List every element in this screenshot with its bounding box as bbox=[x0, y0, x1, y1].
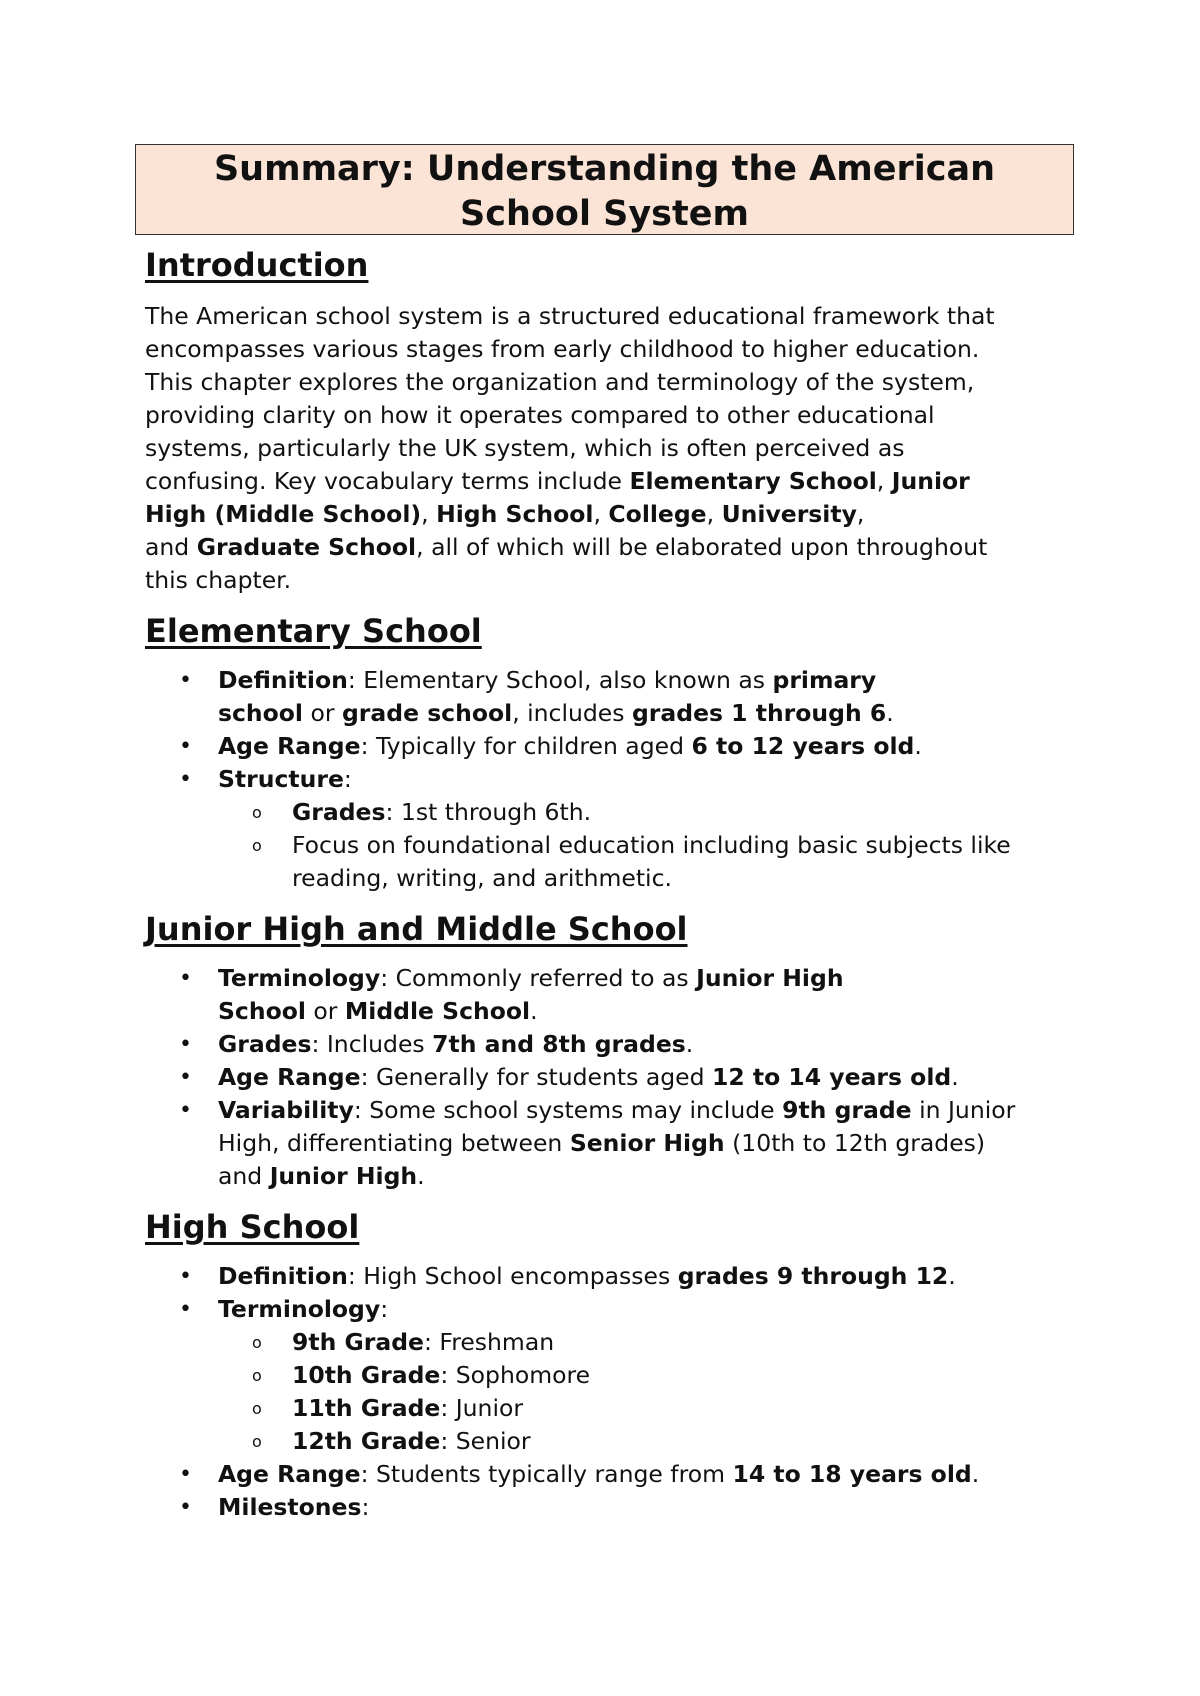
text-run: : 1st through 6th. bbox=[385, 798, 592, 826]
bold-text: Elementary School bbox=[629, 467, 877, 495]
bold-text: 9th grade bbox=[782, 1096, 912, 1124]
bullet-icon: • bbox=[179, 1264, 192, 1289]
text-line bbox=[292, 862, 1105, 895]
bold-text: Terminology bbox=[218, 964, 381, 992]
bold-text: Senior High bbox=[569, 1129, 725, 1157]
bold-text: grades 9 through 12 bbox=[677, 1262, 949, 1290]
sub-bullet-item bbox=[145, 829, 1105, 895]
bold-text: College bbox=[608, 500, 707, 528]
circle-bullet-icon: o bbox=[252, 1399, 262, 1418]
text-line bbox=[292, 1392, 1105, 1425]
text-run: . bbox=[417, 1162, 425, 1190]
bullet-item bbox=[145, 1028, 1105, 1061]
section-heading: Junior High and Middle School bbox=[145, 910, 688, 948]
bullet-item bbox=[145, 962, 1105, 1028]
text-run: : Students typically range from bbox=[360, 1460, 733, 1488]
text-run: . bbox=[951, 1063, 959, 1091]
document-body bbox=[145, 240, 1105, 1524]
text-line bbox=[145, 432, 1105, 465]
text-line bbox=[218, 1094, 1105, 1127]
section-heading: Introduction bbox=[145, 246, 369, 284]
text-run: , bbox=[856, 500, 865, 528]
text-run: systems, particularly the UK system, which is often perceived as bbox=[145, 434, 905, 462]
bullet-icon: • bbox=[179, 1065, 192, 1090]
text-line bbox=[145, 399, 1105, 432]
text-run: : bbox=[343, 765, 352, 793]
text-run: , bbox=[706, 500, 722, 528]
text-run: : Freshman bbox=[424, 1328, 555, 1356]
paragraph bbox=[145, 300, 1105, 597]
text-run: providing clarity on how it operates compared to other educational bbox=[145, 401, 935, 429]
sub-bullet-item bbox=[145, 1326, 1105, 1359]
text-line bbox=[145, 465, 1105, 498]
text-run: : Sophomore bbox=[440, 1361, 591, 1389]
bold-text: Middle School bbox=[344, 997, 531, 1025]
bullet-item bbox=[145, 664, 1105, 730]
bold-text: 12th Grade bbox=[292, 1427, 441, 1455]
bold-text: 9th Grade bbox=[292, 1328, 424, 1356]
circle-bullet-icon: o bbox=[252, 1333, 262, 1352]
text-line bbox=[218, 995, 1105, 1028]
bold-text: 7th and 8th grades bbox=[432, 1030, 686, 1058]
text-line bbox=[145, 531, 1105, 564]
sub-bullet-item bbox=[145, 1425, 1105, 1458]
bold-text: 12 to 14 years old bbox=[711, 1063, 952, 1091]
bold-text: grade school bbox=[341, 699, 513, 727]
text-line bbox=[145, 300, 1105, 333]
text-line bbox=[218, 1458, 1105, 1491]
text-run: or bbox=[303, 699, 342, 727]
text-line bbox=[218, 1061, 1105, 1094]
text-run: this chapter. bbox=[145, 566, 292, 594]
circle-bullet-icon: o bbox=[252, 803, 262, 822]
bold-text: Age Range bbox=[218, 732, 361, 760]
bullet-icon: • bbox=[179, 1098, 192, 1123]
text-line bbox=[218, 664, 1105, 697]
text-run: , bbox=[876, 467, 892, 495]
text-line bbox=[292, 829, 1105, 862]
bold-text: Definition bbox=[218, 666, 348, 694]
bold-text: primary bbox=[772, 666, 877, 694]
circle-bullet-icon: o bbox=[252, 1432, 262, 1451]
bullet-icon: • bbox=[179, 1297, 192, 1322]
text-run: This chapter explores the organization and terminology of the system, bbox=[145, 368, 975, 396]
text-run: , includes bbox=[512, 699, 632, 727]
text-run: and bbox=[218, 1162, 270, 1190]
bold-text: 6 to 12 years old bbox=[691, 732, 915, 760]
bold-text: High School bbox=[436, 500, 594, 528]
text-line bbox=[145, 564, 1105, 597]
bullet-icon: • bbox=[179, 767, 192, 792]
text-run: or bbox=[305, 997, 345, 1025]
text-line bbox=[218, 730, 1105, 763]
bold-text: school bbox=[218, 699, 303, 727]
bold-text: grades 1 through 6 bbox=[631, 699, 887, 727]
bold-text: Variability bbox=[218, 1096, 354, 1124]
text-run: encompasses various stages from early childhood to higher education. bbox=[145, 335, 980, 363]
bold-text: High (Middle School) bbox=[145, 500, 422, 528]
text-run: , bbox=[593, 500, 609, 528]
text-run: : Generally for students aged bbox=[360, 1063, 712, 1091]
bullet-icon: • bbox=[179, 734, 192, 759]
bold-text: Age Range bbox=[218, 1063, 361, 1091]
text-run: The American school system is a structured educational framework that bbox=[145, 302, 995, 330]
bold-text: 11th Grade bbox=[292, 1394, 441, 1422]
text-run: : Junior bbox=[440, 1394, 524, 1422]
text-line bbox=[218, 1028, 1105, 1061]
title-box bbox=[135, 144, 1074, 235]
section-high-school bbox=[145, 1202, 1105, 1524]
bullet-icon: • bbox=[179, 668, 192, 693]
text-line bbox=[292, 1326, 1105, 1359]
section-heading: High School bbox=[145, 1208, 360, 1246]
section-heading: Elementary School bbox=[145, 612, 482, 650]
bullet-item bbox=[145, 1260, 1105, 1293]
text-run: . bbox=[886, 699, 894, 727]
text-run: : bbox=[361, 1493, 370, 1521]
bold-text: Junior High bbox=[696, 964, 844, 992]
text-run: , all of which will be elaborated upon throughout bbox=[416, 533, 988, 561]
text-run: (10th to 12th grades) bbox=[724, 1129, 986, 1157]
text-line bbox=[218, 1491, 1105, 1524]
bullet-icon: • bbox=[179, 1495, 192, 1520]
bold-text: Junior bbox=[891, 467, 970, 495]
text-run: . bbox=[914, 732, 922, 760]
bullet-item bbox=[145, 1094, 1105, 1193]
text-line bbox=[292, 1359, 1105, 1392]
bold-text: School bbox=[218, 997, 306, 1025]
bold-text: 10th Grade bbox=[292, 1361, 441, 1389]
text-line bbox=[218, 763, 1105, 796]
bullet-icon: • bbox=[179, 1462, 192, 1487]
bullet-icon: • bbox=[179, 966, 192, 991]
bold-text: Grades bbox=[292, 798, 386, 826]
text-line bbox=[145, 333, 1105, 366]
bold-text: Definition bbox=[218, 1262, 348, 1290]
text-run: : Senior bbox=[440, 1427, 531, 1455]
sub-bullet-item bbox=[145, 796, 1105, 829]
text-line bbox=[145, 498, 1105, 531]
section-elementary-school bbox=[145, 606, 1105, 895]
text-run: : Includes bbox=[311, 1030, 433, 1058]
document-title-line-2: School System bbox=[460, 194, 749, 234]
text-line bbox=[218, 1127, 1105, 1160]
text-line bbox=[218, 1260, 1105, 1293]
bold-text: Milestones bbox=[218, 1493, 362, 1521]
text-run: : Elementary School, also known as bbox=[347, 666, 773, 694]
text-line bbox=[145, 366, 1105, 399]
sub-bullet-item bbox=[145, 1359, 1105, 1392]
text-run: . bbox=[948, 1262, 956, 1290]
text-run: in Junior bbox=[911, 1096, 1016, 1124]
section-introduction bbox=[145, 240, 1105, 597]
bold-text: Junior High bbox=[269, 1162, 418, 1190]
bullet-item bbox=[145, 730, 1105, 763]
text-line bbox=[292, 796, 1105, 829]
text-line bbox=[218, 1160, 1105, 1193]
text-run: : bbox=[380, 1295, 389, 1323]
circle-bullet-icon: o bbox=[252, 1366, 262, 1385]
text-run: : High School encompasses bbox=[347, 1262, 678, 1290]
text-line bbox=[218, 962, 1105, 995]
text-run: reading, writing, and arithmetic. bbox=[292, 864, 672, 892]
bullet-item bbox=[145, 1458, 1105, 1491]
bold-text: Grades bbox=[218, 1030, 312, 1058]
text-run: : Some school systems may include bbox=[353, 1096, 783, 1124]
text-run: . bbox=[530, 997, 538, 1025]
bold-text: Age Range bbox=[218, 1460, 361, 1488]
bullet-item bbox=[145, 763, 1105, 796]
circle-bullet-icon: o bbox=[252, 836, 262, 855]
text-run: . bbox=[685, 1030, 694, 1058]
text-line bbox=[218, 1293, 1105, 1326]
bold-text: Graduate School bbox=[196, 533, 417, 561]
text-run: High, differentiating between bbox=[218, 1129, 570, 1157]
text-run: , bbox=[421, 500, 437, 528]
text-run: confusing. Key vocabulary terms include bbox=[145, 467, 630, 495]
document-title-line-1: Summary: Understanding the American bbox=[213, 149, 996, 189]
bold-text: 14 to 18 years old bbox=[732, 1460, 972, 1488]
text-run: : Commonly referred to as bbox=[380, 964, 697, 992]
sub-bullet-item bbox=[145, 1392, 1105, 1425]
text-run: Focus on foundational education including basic subjects like bbox=[292, 831, 1011, 859]
bullet-item bbox=[145, 1293, 1105, 1326]
text-line bbox=[218, 697, 1105, 730]
bullet-icon: • bbox=[179, 1032, 192, 1057]
bullet-item bbox=[145, 1061, 1105, 1094]
bold-text: University bbox=[721, 500, 857, 528]
bullet-item bbox=[145, 1491, 1105, 1524]
section-junior-high-and-middle-school bbox=[145, 904, 1105, 1193]
bold-text: Structure bbox=[218, 765, 344, 793]
text-line bbox=[292, 1425, 1105, 1458]
text-run: . bbox=[971, 1460, 980, 1488]
bold-text: Terminology bbox=[218, 1295, 381, 1323]
text-run: : Typically for children aged bbox=[360, 732, 692, 760]
text-run: and bbox=[145, 533, 197, 561]
